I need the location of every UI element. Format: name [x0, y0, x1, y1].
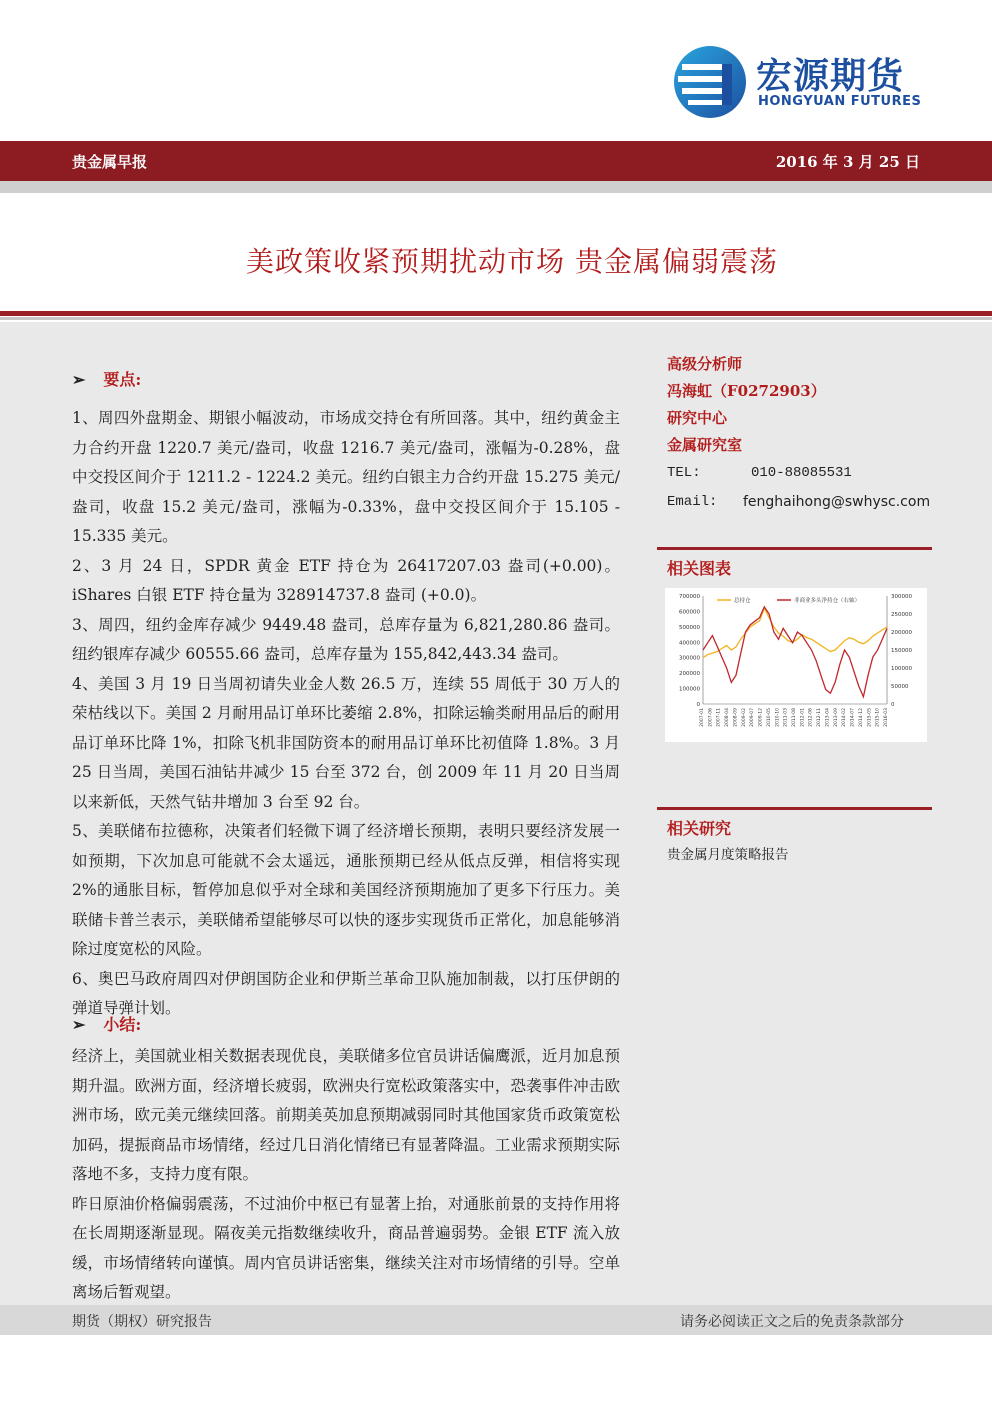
legend-label: 非商业多头净持仓（右轴）	[794, 598, 861, 604]
logo-english-text: HONGYUAN FUTURES	[758, 94, 922, 109]
analyst-name: 冯海虹（F0272903）	[667, 382, 826, 400]
key-points-body	[72, 404, 620, 1024]
key-point-3: 3、周四，纽约金库存减少 9449.48 盎司，总库存量为 6,821,280.86 盎司。纽约银库存减少 60555.66 盎司，总库存量为 155,842,443.34 盎司。	[72, 615, 620, 663]
key-point-4: 4、美国 3 月 19 日当周初请失业金人数 26.5 万，连续 55 周低于 30 万人的荣枯线以下。美国 2 月耐用品订单环比萎缩 2.8%，扣除运输类耐用品后的耐用品订单环比降 1%，扣除飞机非国防资本的耐用品订单环比初值降 1.8%。3 月 25 日当周，美国石油钻井减少 15 台至 372 台，创 2009 年 11 月 20 日当周以来新低，天然气钻井增加 3 台至 92 台。	[72, 674, 620, 811]
analyst-title: 高级分析师	[667, 355, 743, 373]
key-points-heading	[72, 367, 141, 390]
x-tick-label: 2007-06	[708, 708, 714, 727]
legend-label: 总持仓	[734, 598, 751, 604]
x-tick-label: 2014-12	[858, 708, 864, 727]
y-left-tick-label: 500000	[679, 624, 700, 631]
key-point-2: 2、3 月 24 日，SPDR 黄金 ETF 持仓为 26417207.03 盎司(+0.00)。iShares 白银 ETF 持仓量为 328914737.8 盎司 (+0.0)。	[72, 556, 620, 604]
hongyuan-logo-icon	[672, 44, 748, 120]
y-right-tick-label: 0	[891, 702, 895, 708]
metals-lab: 金属研究室	[667, 436, 743, 454]
y-right-tick-label: 200000	[891, 630, 912, 636]
arrow-bullet-icon: ➢	[72, 370, 86, 389]
series-line-left	[703, 608, 887, 657]
related-research-heading	[657, 807, 932, 839]
y-left-tick-label: 300000	[679, 655, 700, 662]
related-charts-label: 相关图表	[667, 559, 732, 578]
x-tick-label: 2008-09	[733, 708, 739, 727]
x-tick-label: 2011-03	[783, 708, 789, 727]
x-tick-label: 2014-02	[842, 708, 848, 727]
x-tick-label: 2014-07	[850, 708, 856, 727]
key-point-1: 1、周四外盘期金、期银小幅波动，市场成交持仓有所回落。其中，纽约黄金主力合约开盘 1220.7 美元/盎司，收盘 1216.7 美元/盎司，涨幅为-0.28%，盘中交投区间介于 1211.2 - 1224.2 美元。纽约白银主力合约开盘 15.275 美元/盎司，收盘 15.2 美元/盎司，涨幅为-0.33%，盘中交投区间介于 15.105 - 15.335 美元。	[72, 409, 620, 545]
x-tick-label: 2009-07	[750, 708, 756, 727]
key-point-6: 6、奥巴马政府周四对伊朗国防企业和伊斯兰革命卫队施加制裁，以打压伊朗的弹道导弹计划。	[72, 969, 620, 1017]
x-tick-label: 2009-12	[758, 708, 764, 727]
footer-disclaimer-text: 请务必阅读正文之后的免责条款部分	[680, 1314, 904, 1330]
contact-email	[667, 494, 931, 510]
summary-paragraph-1: 经济上，美国就业相关数据表现优良，美联储多位官员讲话偏鹰派，近月加息预期升温。欧洲方面，经济增长疲弱，欧洲央行宽松政策落实中，恐袭事件冲击欧洲市场，欧元美元继续回落。前期美英加息预期减弱同时其他国家货币政策宽松加码，提振商品市场情绪，经过几日消化情绪已有显著降温。工业需求预期实际落地不多，支持力度有限。	[72, 1047, 620, 1183]
x-tick-label: 2013-09	[833, 708, 839, 727]
email-link[interactable]: fenghaihong@swhysc.com	[743, 494, 931, 510]
x-tick-label: 2016-03	[884, 708, 889, 727]
summary-heading	[72, 1012, 141, 1035]
x-tick-label: 2007-01	[700, 708, 705, 727]
related-research-label: 相关研究	[667, 819, 732, 838]
y-left-tick-label: 700000	[679, 594, 700, 600]
y-right-tick-label: 50000	[891, 684, 909, 690]
x-tick-label: 2011-08	[792, 708, 797, 727]
x-tick-label: 2013-04	[825, 708, 831, 727]
x-tick-label: 2015-05	[867, 708, 873, 727]
contact-tel	[667, 465, 852, 481]
summary-body	[72, 1042, 620, 1308]
title-divider-shadow	[0, 317, 992, 320]
y-left-tick-label: 0	[696, 702, 700, 708]
x-tick-label: 2009-02	[741, 708, 747, 727]
y-right-tick-label: 100000	[891, 666, 912, 672]
related-research-item[interactable]: 贵金属月度策略报告	[667, 847, 789, 863]
footer-left-text: 期货（期权）研究报告	[72, 1314, 212, 1330]
y-left-tick-label: 400000	[679, 640, 700, 647]
footer-bar	[0, 1305, 992, 1335]
tel-value: 010-88085531	[751, 465, 852, 481]
logo-chinese-text: 宏源期货	[756, 56, 905, 97]
holdings-line-chart	[665, 588, 927, 742]
analyst-info	[667, 351, 826, 459]
related-chart	[665, 588, 927, 742]
x-tick-label: 2008-04	[725, 708, 731, 727]
x-tick-label: 2007-11	[716, 708, 722, 727]
x-tick-label: 2010-05	[766, 708, 772, 727]
related-charts-heading	[657, 547, 932, 579]
arrow-bullet-icon: ➢	[72, 1015, 86, 1034]
y-right-tick-label: 150000	[891, 648, 912, 654]
y-left-tick-label: 100000	[679, 686, 700, 693]
key-points-label: 要点:	[103, 370, 142, 389]
email-label: Email:	[667, 494, 718, 510]
y-right-tick-label: 250000	[891, 612, 912, 618]
summary-paragraph-2: 昨日原油价格偏弱震荡，不过油价中枢已有显著上抬，对通胀前景的支持作用将在长周期逐渐显现。隔夜美元指数继续收升，商品普遍弱势。金银 ETF 流入放缓，市场情绪转向谨慎。周内官员讲话密集，继续关注对市场情绪的引导。空单离场后暂观望。	[72, 1194, 620, 1301]
y-left-tick-label: 600000	[679, 609, 700, 616]
summary-label: 小结:	[103, 1015, 142, 1034]
series-line-right	[703, 607, 887, 697]
x-tick-label: 2010-10	[775, 708, 781, 727]
x-tick-label: 2012-06	[808, 708, 814, 727]
x-tick-label: 2012-11	[817, 708, 823, 727]
report-type: 贵金属早报	[72, 153, 148, 171]
title-divider	[0, 311, 992, 316]
x-tick-label: 2015-10	[875, 708, 881, 727]
y-left-tick-label: 200000	[679, 671, 700, 678]
research-center: 研究中心	[667, 409, 728, 427]
tel-label: TEL:	[667, 465, 701, 481]
report-date: 2016 年 3 月 25 日	[775, 153, 920, 171]
header-divider	[0, 181, 992, 193]
y-right-tick-label: 300000	[891, 594, 912, 600]
x-tick-label: 2012-01	[800, 708, 806, 727]
key-point-5: 5、美联储布拉德称，决策者们轻微下调了经济增长预期，表明只要经济发展一如预期，下次加息可能就不会太遥远，通胀预期已经从低点反弹，相信将实现 2%的通胀目标，暂停加息似乎对全球和美国经济预期施加了更多下行压力。美联储卡普兰表示，美联储希望能够尽可以快的逐步实现货币正常化，加息能够消除过度宽松的风险。	[72, 822, 620, 958]
header-bar	[0, 141, 992, 181]
report-title: 美政策收紧预期扰动市场 贵金属偏弱震荡	[246, 245, 778, 278]
company-logo	[672, 42, 932, 122]
